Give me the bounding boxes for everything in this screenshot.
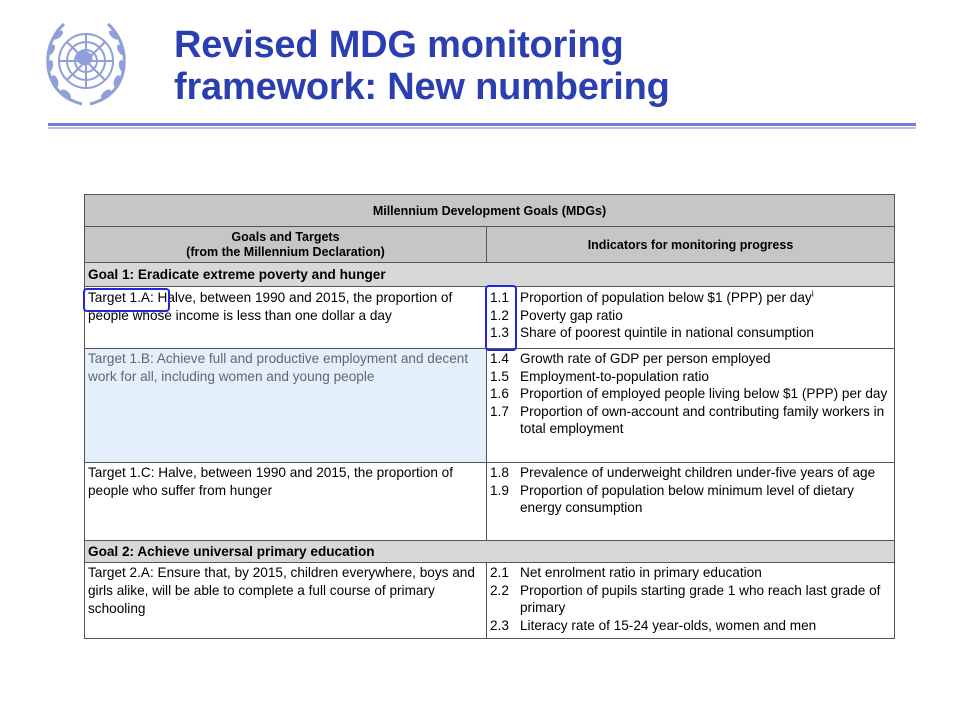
column-header-goals-line2: (from the Millennium Declaration) bbox=[186, 244, 385, 259]
indicator-text: Employment-to-population ratio bbox=[520, 368, 709, 384]
target-1a: Target 1.A: Halve, between 1990 and 2015, the proportion of people whose income is less than one dollar a day bbox=[85, 287, 487, 349]
footnote-mark: i bbox=[811, 288, 814, 299]
indicator-number: 2.1 bbox=[490, 565, 509, 580]
indicator-number: 1.8 bbox=[490, 465, 509, 480]
indicators-2a bbox=[487, 563, 895, 639]
indicator-row bbox=[490, 368, 891, 386]
indicators-1c bbox=[487, 463, 895, 541]
target-1b: Target 1.B: Achieve full and productive employment and decent work for all, including women and young people bbox=[85, 349, 487, 463]
indicator-text: Growth rate of GDP per person employed bbox=[520, 351, 771, 366]
indicator-text: Proportion of pupils starting grade 1 who reach last grade of primary bbox=[520, 582, 881, 616]
target-number-callout bbox=[83, 288, 170, 312]
indicator-number-callout bbox=[485, 285, 517, 351]
goal-2-row: Goal 2: Achieve universal primary education bbox=[85, 541, 895, 563]
indicator-number: 1.2 bbox=[490, 307, 509, 323]
indicator-row bbox=[490, 617, 891, 635]
un-emblem-icon bbox=[36, 14, 136, 114]
indicator-row bbox=[490, 482, 891, 517]
indicator-number: 1.1 bbox=[490, 290, 509, 305]
slide-title: Revised MDG monitoring framework: New numbering bbox=[174, 24, 670, 108]
indicator-row bbox=[490, 385, 891, 403]
indicator-number: 2.3 bbox=[490, 617, 509, 633]
table-header: Millennium Development Goals (MDGs) bbox=[85, 195, 895, 227]
indicator-text: Proportion of employed people living below $1 (PPP) per day bbox=[520, 386, 888, 402]
indicator-text: Poverty gap ratio bbox=[520, 307, 623, 323]
indicator-text: Proportion of own-account and contributing family workers in total employment bbox=[520, 403, 885, 437]
indicator-number: 2.2 bbox=[490, 582, 509, 598]
title-divider bbox=[48, 123, 916, 126]
indicator-number: 1.7 bbox=[490, 403, 509, 419]
goal-1-row: Goal 1: Eradicate extreme poverty and hunger bbox=[85, 263, 895, 287]
target-2a: Target 2.A: Ensure that, by 2015, children everywhere, boys and girls alike, will be able to complete a full course of primary schooling bbox=[85, 563, 487, 639]
indicator-number: 1.6 bbox=[490, 386, 509, 402]
column-header-indicators: Indicators for monitoring progress bbox=[487, 227, 895, 263]
indicator-row bbox=[490, 307, 891, 325]
indicators-1b bbox=[487, 349, 895, 463]
indicator-text: Share of poorest quintile in national consumption bbox=[520, 325, 814, 341]
indicator-text: Literacy rate of 15-24 year-olds, women and men bbox=[520, 617, 817, 633]
indicator-number: 1.9 bbox=[490, 482, 509, 498]
indicator-row bbox=[490, 464, 891, 482]
indicator-text: Prevalence of underweight children under-five years of age bbox=[520, 465, 876, 480]
indicator-row bbox=[490, 403, 891, 438]
indicator-1-1-label: Proportion of population below $1 (PPP) per day bbox=[520, 290, 812, 305]
column-header-goals-line1: Goals and Targets bbox=[231, 229, 340, 244]
indicator-row bbox=[490, 289, 891, 307]
indicator-number: 1.4 bbox=[490, 351, 509, 366]
target-1c: Target 1.C: Halve, between 1990 and 2015, the proportion of people who suffer from hunger bbox=[85, 463, 487, 541]
indicator-number: 1.3 bbox=[490, 325, 509, 341]
indicator-row bbox=[490, 324, 891, 342]
mdg-table bbox=[84, 194, 895, 639]
indicators-1a bbox=[487, 287, 895, 349]
indicator-row bbox=[490, 564, 891, 582]
title-divider-shadow bbox=[48, 127, 916, 129]
indicator-number: 1.5 bbox=[490, 368, 509, 384]
column-header-goals bbox=[85, 227, 487, 263]
indicator-text: Proportion of population below minimum level of dietary energy consumption bbox=[520, 482, 854, 516]
indicator-text: Net enrolment ratio in primary education bbox=[520, 565, 762, 580]
indicator-row bbox=[490, 350, 891, 368]
indicator-text bbox=[520, 289, 891, 307]
indicator-row bbox=[490, 582, 891, 617]
